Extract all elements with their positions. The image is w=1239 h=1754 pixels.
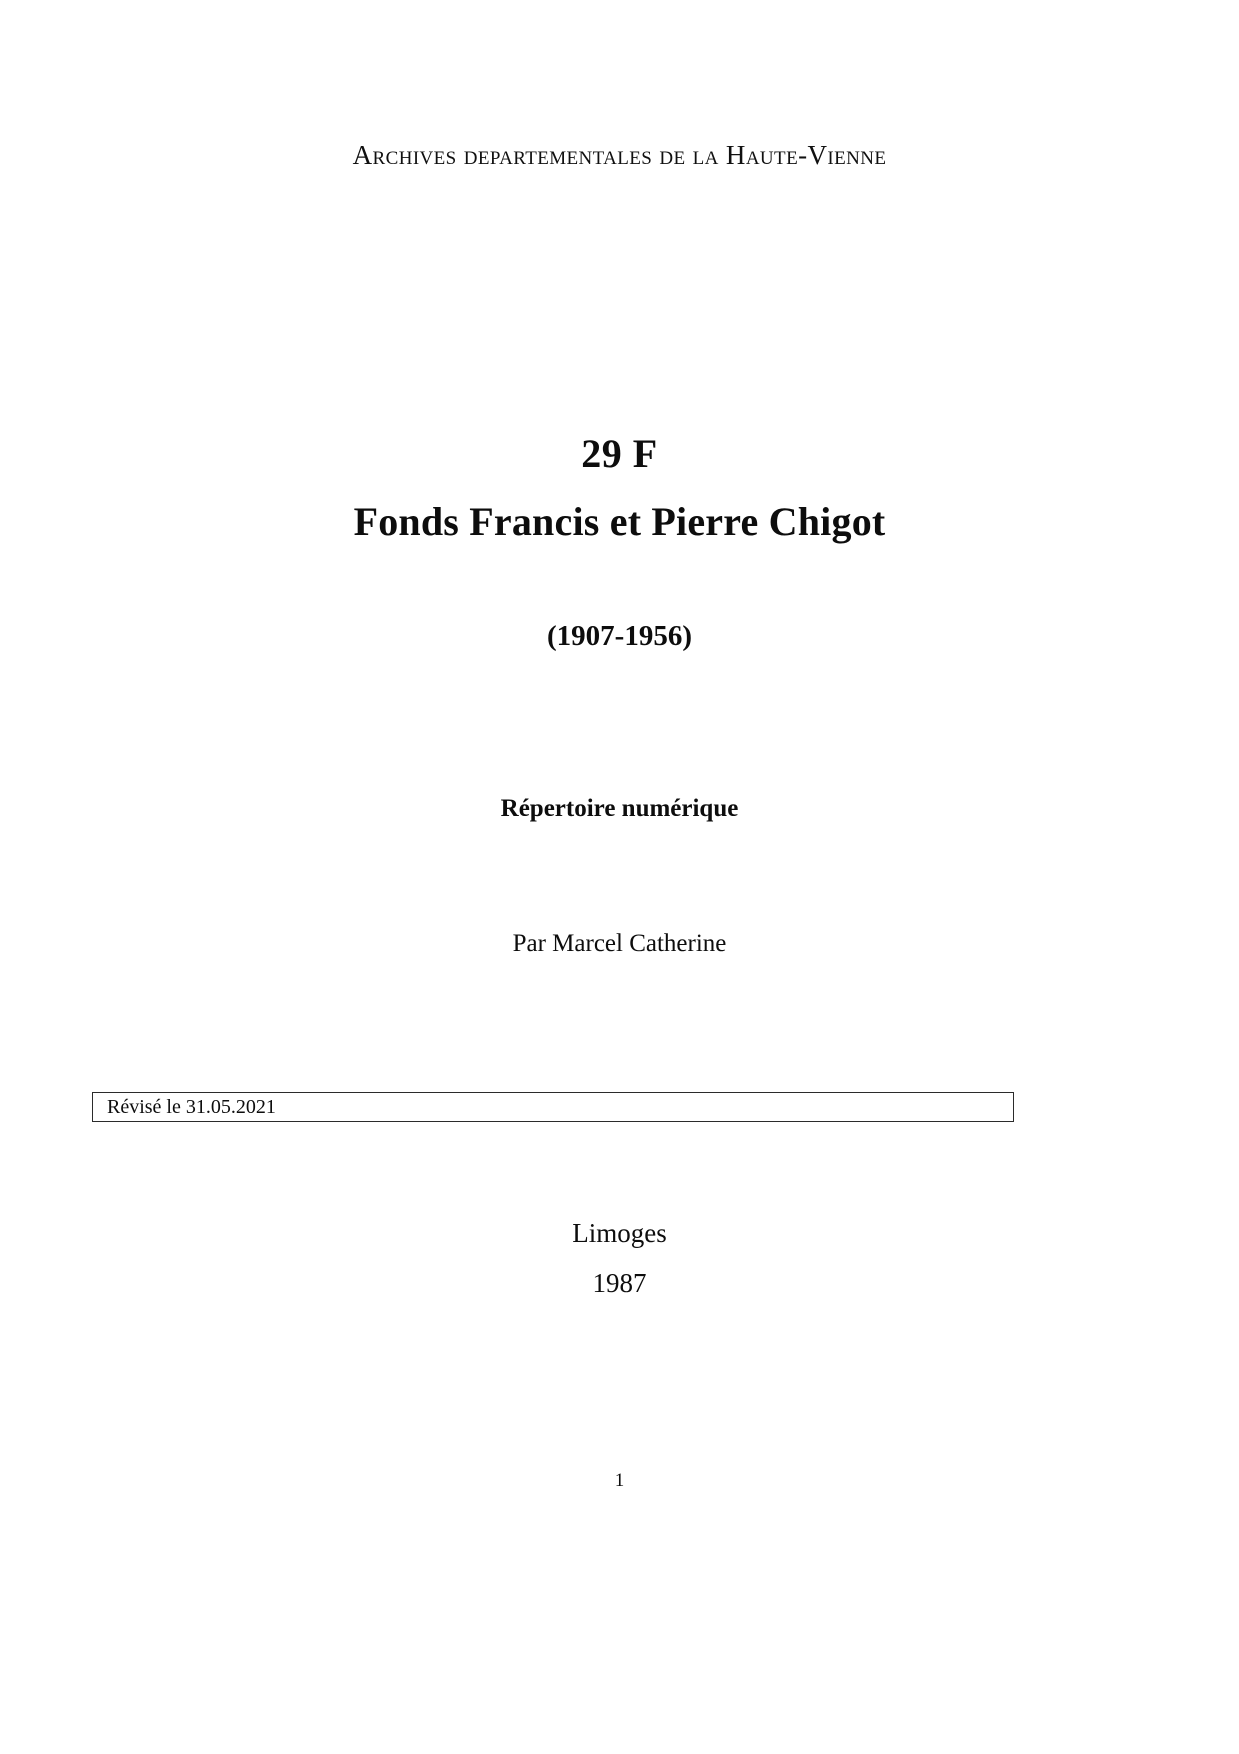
revision-date: Révisé le 31.05.2021: [107, 1096, 276, 1118]
date-range: (1907-1956): [547, 620, 692, 652]
institution-header: Archives departementales de la Haute-Vienne: [352, 140, 887, 170]
title-block: [0, 425, 1239, 551]
page-number: 1: [614, 1470, 625, 1491]
revision-box: [92, 1092, 1014, 1122]
document-subtitle: Répertoire numérique: [500, 795, 739, 822]
fonds-code: 29 F: [581, 431, 658, 476]
publication-year: 1987: [592, 1268, 647, 1298]
publication-place: Limoges: [572, 1218, 667, 1248]
author-line: Par Marcel Catherine: [512, 930, 727, 957]
page-title: Fonds Francis et Pierre Chigot: [353, 499, 886, 544]
